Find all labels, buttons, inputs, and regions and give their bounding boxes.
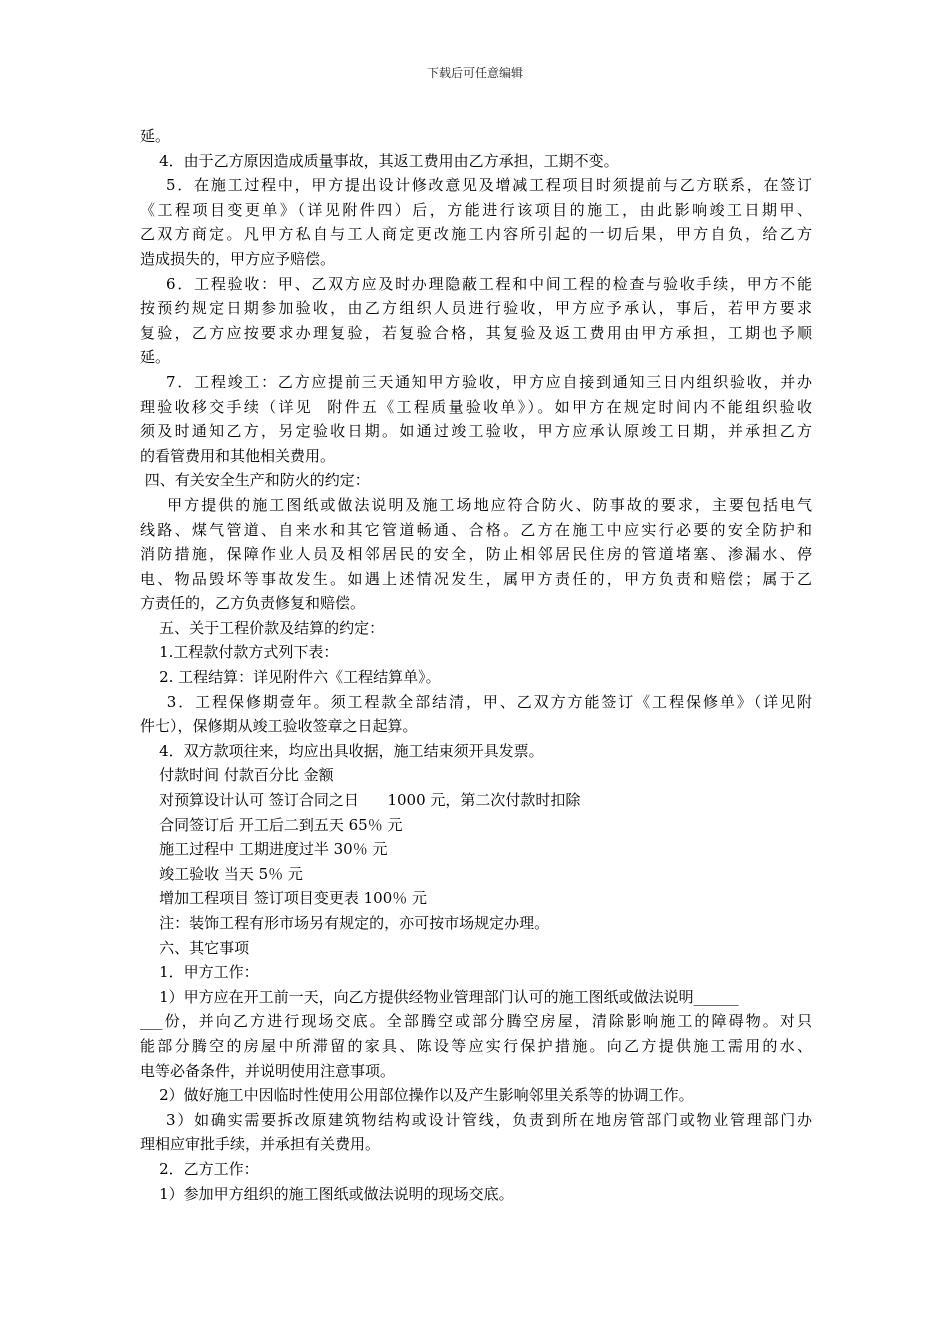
text-line: 3．工程保修期壹年。须工程款全部结清，甲、乙双方方能签订《工程保修单》（详见附: [140, 692, 812, 711]
text-line: 合同签订后 开工后二到五天 65％ 元: [140, 815, 403, 834]
text-line: 延。: [140, 348, 171, 367]
text-line: 对预算设计认可 签订合同之日 1000 元，第二次付款时扣除: [140, 791, 581, 810]
text-line: 电等必备条件，并说明使用注意事项。: [140, 1061, 396, 1080]
text-line: 注：装饰工程有形市场另有规定的，亦可按市场规定办理。: [140, 914, 550, 932]
text-line: 付款时间 付款百分比 金额: [140, 766, 334, 785]
text-line: 的看管费用和其他相关费用。: [140, 446, 336, 465]
text-line: 能部分腾空的房屋中所滞留的家具、陈设等应实行保护措施。向乙方提供施工需用的水、: [140, 1036, 812, 1055]
text-line: 5．在施工过程中，甲方提出设计修改意见及增减工程项目时须提前与乙方联系，在签订: [140, 176, 812, 195]
text-line: 施工过程中 工期进度过半 30％ 元: [140, 840, 388, 859]
text-line: 按预约规定日期参加验收，由乙方组织人员进行验收，甲方应予承认，事后，若甲方要求: [140, 299, 812, 318]
text-line: 甲方提供的施工图纸或做法说明及施工场地应符合防火、防事故的要求，主要包括电气: [140, 495, 812, 514]
text-line: ___份，并向乙方进行现场交底。全部腾空或部分腾空房屋，清除影响施工的障碍物。对只: [140, 1012, 812, 1031]
text-line: 方责任的，乙方负责修复和赔偿。: [140, 594, 366, 613]
text-line: 理验收移交手续（详见 附件五《工程质量验收单》）。如甲方在规定时间内不能组织验收: [140, 397, 812, 416]
text-line: 五、关于工程价款及结算的约定：: [140, 618, 385, 637]
document-body: [140, 124, 812, 1206]
text-line: 7．工程竣工：乙方应提前三天通知甲方验收，甲方应自接到通知三日内组织验收，并办: [140, 372, 812, 391]
text-line: 1）甲方应在开工前一天，向乙方提供经物业管理部门认可的施工图纸或做法说明______: [140, 987, 739, 1006]
text-line: 3）如确实需要拆改原建筑物结构或设计管线，负责到所在地房管部门或物业管理部门办: [140, 1110, 812, 1129]
text-line: 1.工程款付款方式列下表：: [140, 643, 339, 662]
text-line: 消防措施，保障作业人员及相邻居民的安全，防止相邻居民住房的管道堵塞、渗漏水、停: [140, 545, 812, 564]
text-line: 六、其它事项: [140, 938, 250, 957]
text-line: 造成损失的，甲方应予赔偿。: [140, 249, 336, 268]
text-line: 四、有关安全生产和防火的约定：: [140, 471, 370, 490]
text-line: 4．由于乙方原因造成质量事故，其返工费用由乙方承担，工期不变。: [140, 151, 619, 170]
text-line: 件七），保修期从竣工验收签章之日起算。: [140, 717, 418, 736]
text-line: 2．乙方工作：: [140, 1159, 259, 1178]
text-line: 1．甲方工作：: [140, 963, 259, 982]
text-line: 理相应审批手续，并承担有关费用。: [140, 1135, 381, 1154]
text-line: 竣工验收 当天 5％ 元: [140, 864, 303, 883]
text-line: 须及时通知乙方，另定验收日期。如通过竣工验收，甲方应承认原竣工日期，并承担乙方: [140, 422, 812, 441]
text-line: 6．工程验收：甲、乙双方应及时办理隐蔽工程和中间工程的检查与验收手续，甲方不能: [140, 274, 812, 293]
page-header: 下载后可任意编辑: [426, 66, 523, 80]
text-line: 1）参加甲方组织的施工图纸或做法说明的现场交底。: [140, 1184, 514, 1203]
text-line: 复验，乙方应按要求办理复验，若复验合格，其复验及返工费用由甲方承担，工期也予顺: [140, 323, 812, 342]
text-line: 《工程项目变更单》（详见附件四）后，方能进行该项目的施工，由此影响竣工日期甲、: [140, 200, 812, 219]
text-line: 2）做好施工中因临时性使用公用部位操作以及产生影响邻里关系等的协调工作。: [140, 1086, 694, 1105]
text-line: 4．双方款项往来，均应出具收据，施工结束须开具发票。: [140, 741, 544, 760]
text-line: 乙双方商定。凡甲方私自与工人商定更改施工内容所引起的一切后果，甲方自负，给乙方: [140, 225, 812, 244]
text-line: 2. 工程结算：详见附件六《工程结算单》。: [140, 668, 441, 687]
text-line: 电、物品毁坏等事故发生。如遇上述情况发生，属甲方责任的，甲方负责和赔偿；属于乙: [140, 569, 812, 588]
text-line: 线路、煤气管道、自来水和其它管道畅通、合格。乙方在施工中应实行必要的安全防护和: [140, 520, 812, 539]
text-line: 增加工程项目 签订项目变更表 100％ 元: [140, 889, 428, 908]
text-line: 延。: [140, 127, 171, 145]
